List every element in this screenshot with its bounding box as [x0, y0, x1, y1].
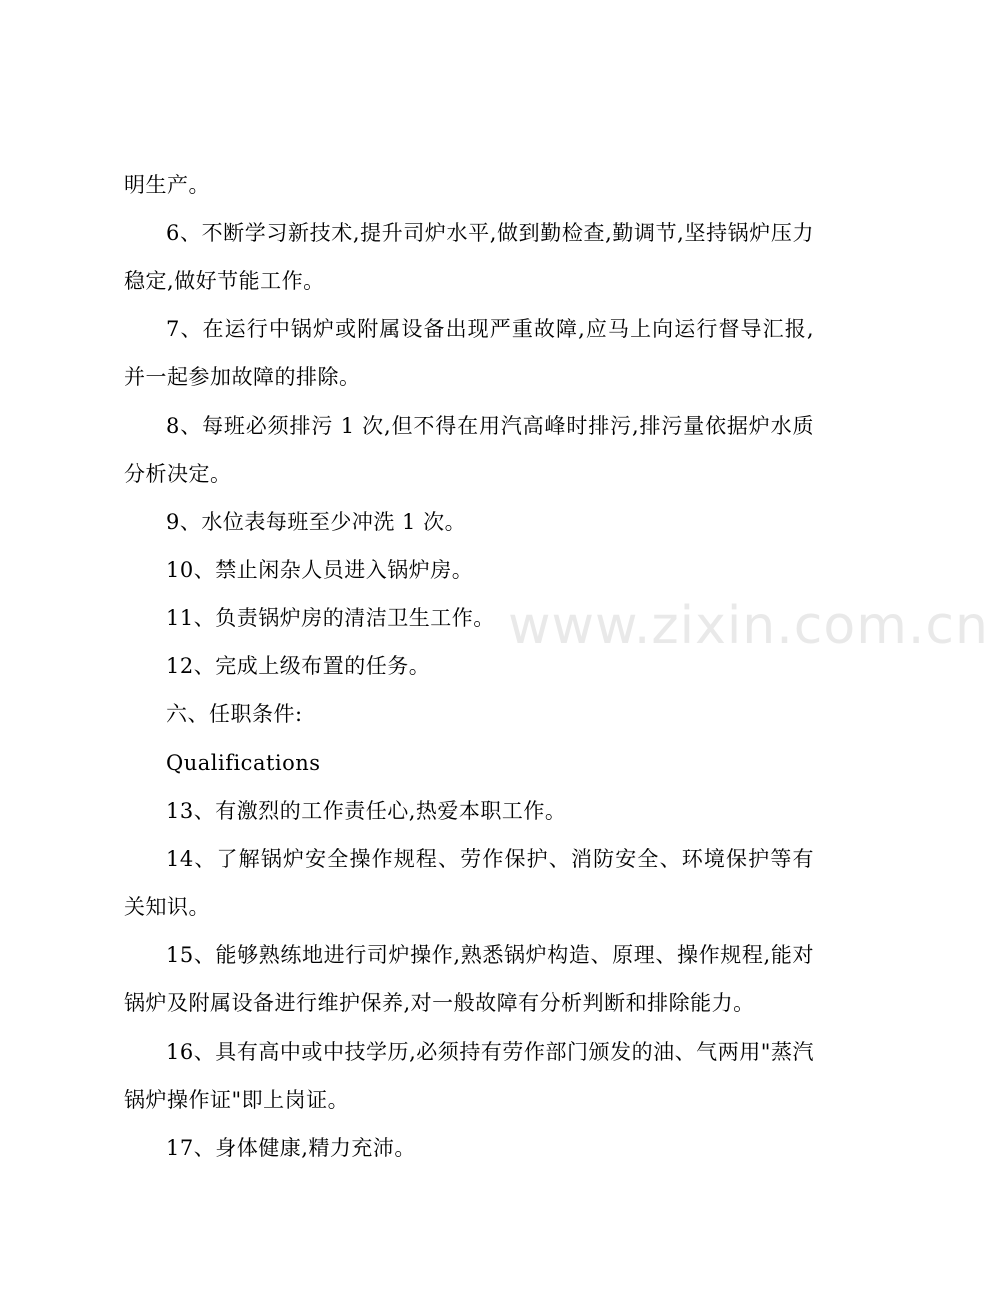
paragraph-item-14: 14、了解锅炉安全操作规程、劳作保护、消防安全、环境保护等有关知识。 [124, 847, 814, 919]
paragraph-item-9: 9、水位表每班至少冲洗 1 次。 [166, 510, 467, 534]
paragraph-item-8: 8、每班必须排污 1 次,但不得在用汽高峰时排污,排污量依据炉水质分析决定。 [124, 414, 814, 486]
paragraph-item-6: 6、不断学习新技术,提升司炉水平,做到勤检查,勤调节,坚持锅炉压力稳定,做好节能工作。 [124, 221, 814, 293]
paragraph-item-13: 13、有激烈的工作责任心,热爱本职工作。 [166, 799, 567, 823]
paragraph-continuation: 明生产。 [124, 173, 210, 197]
section-heading-english: Qualifications [166, 751, 321, 775]
paragraph-item-7: 7、在运行中锅炉或附属设备出现严重故障,应马上向运行督导汇报,并一起参加故障的排除。 [124, 317, 814, 389]
watermark: www.zixin.com.cn [508, 596, 989, 656]
paragraph-item-16: 16、具有高中或中技学历,必须持有劳作部门颁发的油、气两用"蒸汽锅炉操作证"即上岗证。 [124, 1040, 814, 1112]
paragraph-item-15: 15、能够熟练地进行司炉操作,熟悉锅炉构造、原理、操作规程,能对锅炉及附属设备进行维护保养,对一般故障有分析判断和排除能力。 [124, 943, 814, 1015]
paragraph-item-11: 11、负责锅炉房的清洁卫生工作。 [166, 606, 495, 630]
paragraph-item-12: 12、完成上级布置的任务。 [166, 654, 431, 678]
section-heading-qualifications: 六、任职条件: [166, 702, 303, 726]
paragraph-item-17: 17、身体健康,精力充沛。 [166, 1136, 416, 1160]
paragraph-item-10: 10、禁止闲杂人员进入锅炉房。 [166, 558, 474, 582]
